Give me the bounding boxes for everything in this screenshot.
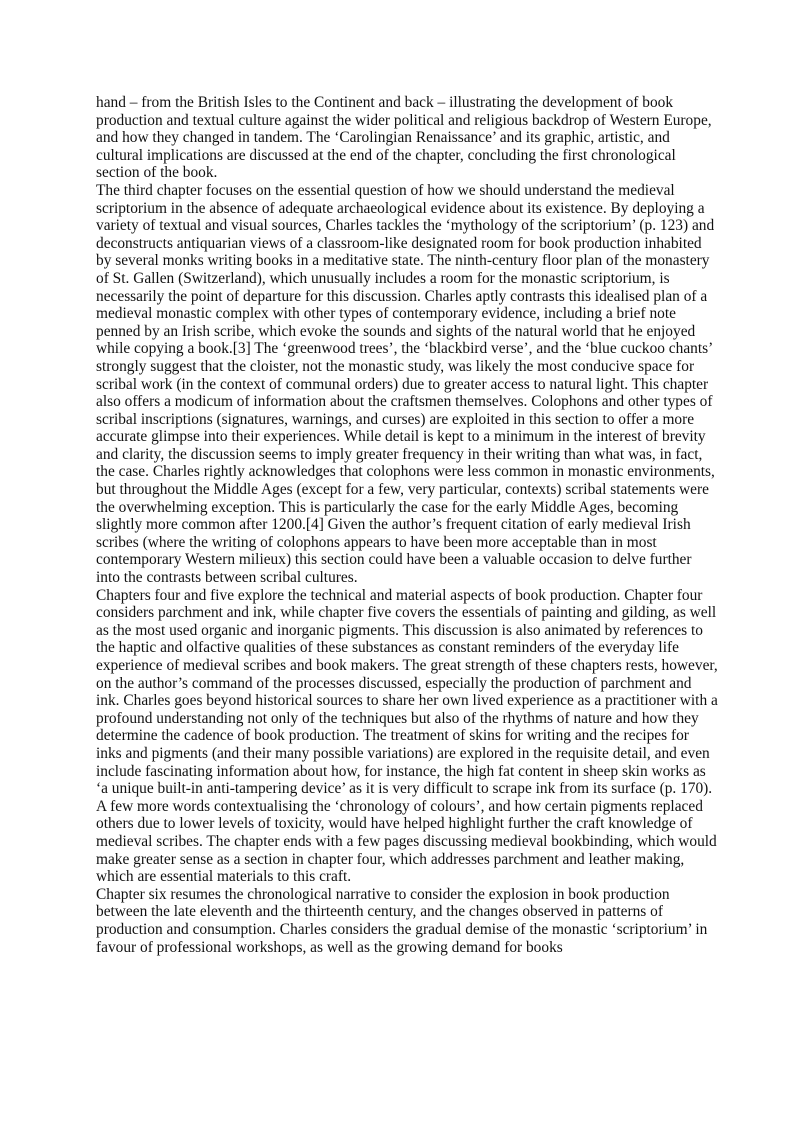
document-body	[96, 94, 718, 956]
paragraph-chapter-three: The third chapter focuses on the essential question of how we should understand the medieval scriptorium in the absence of adequate archaeological evidence about its existence. By deploying a variety of textual and visual sources, Charles tackles the ‘mythology of the scriptorium’ (p. 123) and deconstructs antiquarian views of a classroom-like designated room for book production inhabited by several monks writing books in a meditative state. The ninth-century floor plan of the monastery of St. Gallen (Switzerland), which unusually includes a room for the monastic scriptorium, is necessarily the point of departure for this discussion. Charles aptly contrasts this idealised plan of a medieval monastic complex with other types of contemporary evidence, including a brief note penned by an Irish scribe, which evoke the sounds and sights of the natural world that he enjoyed while copying a book.[3] The ‘greenwood trees’, the ‘blackbird verse’, and the ‘blue cuckoo chants’ strongly suggest that the cloister, not the monastic study, was likely the most conducive space for scribal work (in the context of communal orders) due to greater access to natural light. This chapter also offers a modicum of information about the craftsmen themselves. Colophons and other types of scribal inscriptions (signatures, warnings, and curses) are exploited in this section to offer a more accurate glimpse into their experiences. While detail is kept to a minimum in the interest of brevity and clarity, the discussion seems to imply greater frequency in their writing than what was, in fact, the case. Charles rightly acknowledges that colophons were less common in monastic environments, but throughout the Middle Ages (except for a few, very particular, contexts) scribal statements were the overwhelming exception. This is particularly the case for the early Middle Ages, becoming slightly more common after 1200.[4] Given the author’s frequent citation of early medieval Irish scribes (where the writing of colophons appears to have been more acceptable than in most contemporary Western milieux) this section could have been a valuable occasion to delve further into the contrasts between scribal cultures.	[96, 181, 715, 587]
paragraph-chapters-four-five: Chapters four and five explore the technical and material aspects of book production. Chapter four considers parchment and ink, while chapter five covers the essentials of painting and gilding, as well as the most used organic and inorganic pigments. This discussion is also animated by references to the haptic and olfactive qualities of these substances as constant reminders of the everyday life experience of medieval scribes and book makers. The great strength of these chapters rests, however, on the author’s command of the processes discussed, especially the production of parchment and ink. Charles goes beyond historical sources to share her own lived experience as a practitioner with a profound understanding not only of the techniques but also of the rhythms of nature and how they determine the cadence of book production. The treatment of skins for writing and the recipes for inks and pigments (and their many possible variations) are explored in the requisite detail, and even include fascinating information about how, for instance, the high fat content in sheep skin works as ‘a unique built-in anti-tampering device’ as it is very difficult to scrape ink from its surface (p. 170). A few more words contextualising the ‘chronology of colours’, and how certain pigments replaced others due to lower levels of toxicity, would have helped highlight further the craft knowledge of medieval scribes. The chapter ends with a few pages discussing medieval bookbinding, which would make greater sense as a section in chapter four, which addresses parchment and leather making, which are essential materials to this craft.	[96, 586, 718, 886]
paragraph-chapter-six: Chapter six resumes the chronological narrative to consider the explosion in book production between the late eleventh and the thirteenth century, and the changes observed in patterns of production and consumption. Charles considers the gradual demise of the monastic ‘scriptorium’ in favour of professional workshops, as well as the growing demand for books	[96, 885, 708, 956]
paragraph-chapter-two-conclusion: hand – from the British Isles to the Continent and back – illustrating the development of book production and textual culture against the wider political and religious backdrop of Western Europe, and how they changed in tandem. The ‘Carolingian Renaissance’ and its graphic, artistic, and cultural implications are discussed at the end of the chapter, concluding the first chronological section of the book.	[96, 94, 712, 182]
